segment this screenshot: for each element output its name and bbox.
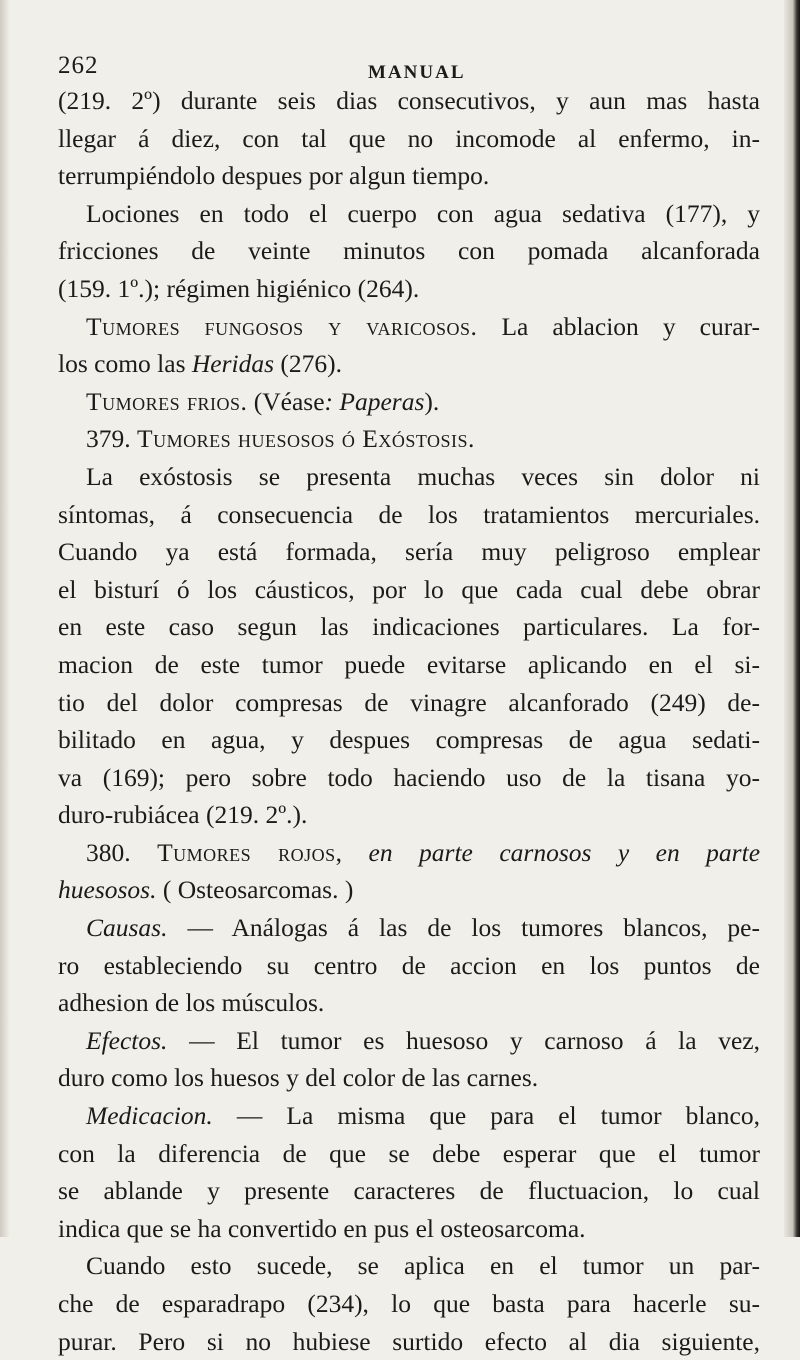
text-line — [58, 1022, 760, 1060]
text-segment: con la diferencia de que se debe esperar que el tumor — [58, 1138, 760, 1168]
italic-text: Heridas — [191, 349, 275, 379]
text-line — [58, 571, 760, 609]
text-segment: — El tumor es huesoso y carnoso á la vez, — [167, 1025, 760, 1055]
text-segment: ( Osteosarcomas. ) — [156, 875, 354, 905]
text-line — [58, 232, 760, 270]
text-segment: fricciones de veinte minutos con pomada alcanforada — [58, 236, 760, 266]
text-line — [58, 1323, 760, 1360]
text-segment: se ablande y presente caracteres de fluctuacion, lo cual — [58, 1176, 760, 1206]
text-line — [58, 496, 760, 534]
text-line — [58, 1210, 760, 1248]
text-line — [58, 1172, 760, 1210]
text-line — [58, 608, 760, 646]
text-line — [58, 157, 760, 195]
text-line — [58, 909, 760, 947]
running-head: MANUAL — [368, 62, 466, 83]
text-line — [58, 195, 760, 233]
text-segment: (Véase — [247, 386, 325, 416]
italic-text: Efectos. — [86, 1025, 168, 1055]
text-line — [58, 947, 760, 985]
text-line — [58, 345, 760, 383]
text-segment: síntomas, á consecuencia de los tratamientos mercuriales. — [58, 499, 760, 529]
text-segment: adhesion de los músculos. — [58, 988, 325, 1018]
text-segment: — Análogas á las de los tumores blancos, pe- — [167, 913, 760, 943]
section-heading-text: Tumores fungosos y varicosos. — [86, 311, 478, 341]
text-line — [58, 420, 760, 458]
text-segment: (159. 1º.); régimen higiénico (264). — [58, 273, 420, 303]
text-line — [58, 1135, 760, 1173]
text-segment: indica que se ha convertido en pus el osteosarcoma. — [58, 1213, 586, 1243]
text-segment: 380. — [86, 837, 158, 867]
text-segment: Cuando esto sucede, se aplica en el tumor un par- — [86, 1251, 760, 1281]
text-segment: , — [335, 837, 369, 867]
text-line — [58, 82, 760, 120]
text-line — [58, 646, 760, 684]
text-line — [58, 533, 760, 571]
text-segment: La ablacion y curar- — [477, 311, 761, 341]
text-segment: el bisturí ó los cáusticos, por lo que cada cual debe obrar — [58, 574, 760, 604]
text-segment: purar. Pero si no hubiese surtido efecto al dia siguiente, — [58, 1326, 760, 1356]
text-segment: ). — [424, 386, 440, 416]
text-segment: che de esparadrapo (234), lo que basta para hacerle su- — [58, 1289, 760, 1318]
text-segment: La exóstosis se presenta muchas veces sin dolor ni — [86, 461, 760, 491]
italic-text: Medicacion. — [86, 1101, 213, 1131]
text-line — [58, 383, 760, 421]
text-segment: — La misma que para el tumor blanco, — [212, 1101, 760, 1131]
text-segment: bilitado en agua, y despues compresas de agua sedati- — [58, 725, 760, 755]
text-line — [58, 458, 760, 496]
text-segment: (276). — [274, 349, 343, 379]
text-line — [58, 1097, 760, 1135]
italic-text: huesosos. — [58, 875, 157, 905]
italic-text: Causas. — [86, 913, 168, 943]
text-line — [58, 834, 760, 872]
text-line — [58, 984, 760, 1022]
book-spine-edge — [784, 0, 800, 1237]
body-text — [58, 82, 760, 1360]
text-segment: tio del dolor compresas de vinagre alcanforado (249) de- — [58, 687, 760, 717]
text-line — [58, 1247, 760, 1285]
text-line — [58, 684, 760, 722]
text-segment: duro-rubiácea (219. 2º.). — [58, 800, 308, 830]
text-line — [58, 721, 760, 759]
text-line — [58, 270, 760, 308]
text-segment: los como las — [58, 349, 192, 379]
text-segment: (219. 2º) durante seis dias consecutivos, y aun mas hasta — [58, 86, 760, 115]
section-heading-text: Tumores rojos — [157, 837, 336, 867]
section-heading-text: Tumores frios. — [86, 386, 248, 416]
text-line — [58, 1059, 760, 1097]
text-segment: duro como los huesos y del color de las carnes. — [58, 1063, 539, 1093]
text-segment: ro estableciendo su centro de accion en los puntos de — [58, 950, 760, 980]
text-line — [58, 796, 760, 834]
section-heading-text: Tumores huesosos ó Exóstosis. — [137, 424, 475, 454]
text-line — [58, 1285, 760, 1323]
text-segment: llegar á diez, con tal que no incomode al enfermo, in- — [58, 123, 760, 153]
text-line — [58, 759, 760, 797]
page-left-shadow — [0, 0, 10, 1237]
text-segment: terrumpiéndolo despues por algun tiempo. — [58, 161, 490, 191]
text-line — [58, 871, 760, 909]
page-number: 262 — [58, 52, 99, 79]
text-segment: 379. — [86, 424, 137, 454]
text-segment: Lociones en todo el cuerpo con agua sedativa (177), y — [86, 198, 760, 228]
text-line — [58, 120, 760, 158]
text-segment: en este caso segun las indicaciones particulares. La for- — [58, 612, 760, 642]
italic-text: en parte carnosos y en parte — [368, 837, 761, 867]
text-segment: macion de este tumor puede evitarse aplicando en el si- — [58, 649, 760, 679]
text-line — [58, 308, 760, 346]
italic-text: : Paperas — [324, 386, 425, 416]
text-segment: va (169); pero sobre todo haciendo uso de la tisana yo- — [58, 762, 760, 792]
text-segment: Cuando ya está formada, sería muy peligroso emplear — [58, 537, 760, 567]
